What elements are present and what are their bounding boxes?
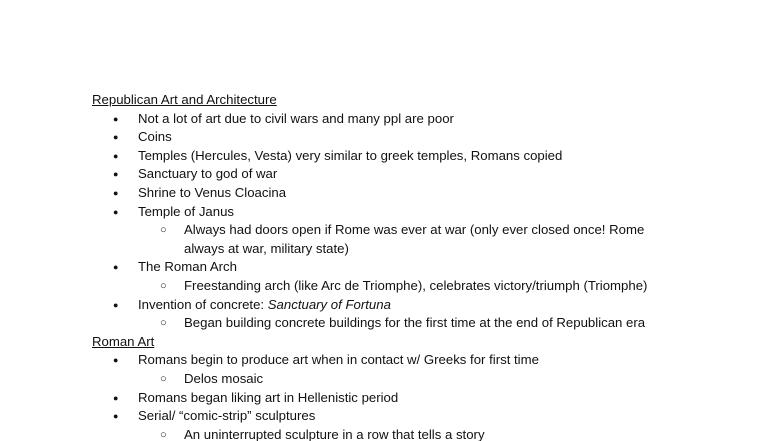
bullet-filled-icon: ● bbox=[113, 355, 119, 366]
list-item bbox=[92, 128, 772, 147]
bullet-filled-icon: ● bbox=[113, 411, 119, 422]
list-item-text: Shrine to Venus Cloacina bbox=[138, 184, 287, 200]
list-item bbox=[92, 407, 772, 426]
list-item-text: Invention of concrete: bbox=[138, 296, 268, 312]
bullet-hollow-icon: ○ bbox=[160, 428, 167, 441]
bullet-filled-icon: ● bbox=[113, 392, 119, 403]
list-item-text: Temple of Janus bbox=[138, 203, 235, 219]
bullet-filled-icon: ● bbox=[113, 132, 119, 143]
sub-list-item-text: Delos mosaic bbox=[184, 370, 264, 386]
sub-list-item bbox=[92, 426, 772, 441]
list-item-text: Coins bbox=[138, 129, 172, 145]
bullet-filled-icon: ● bbox=[113, 113, 119, 124]
bullet-filled-icon: ● bbox=[113, 262, 119, 273]
section-roman-art bbox=[92, 333, 772, 441]
bullet-hollow-icon: ○ bbox=[160, 317, 167, 330]
list-item bbox=[92, 147, 772, 166]
list-item bbox=[92, 258, 772, 277]
list-item bbox=[92, 165, 772, 184]
sub-list-item-text: Freestanding arch (like Arc de Triomphe), celebrates victory/triumph (Triomphe) bbox=[184, 277, 648, 293]
list-item-text: Temples (Hercules, Vesta) very similar to greek temples, Romans copied bbox=[138, 147, 563, 163]
list-item bbox=[92, 389, 772, 408]
list-item-text: The Roman Arch bbox=[138, 259, 237, 275]
list-item bbox=[92, 351, 772, 370]
sub-list-item-text: Always had doors open if Rome was ever at war (only ever closed once! Rome always at war, military state) bbox=[184, 222, 645, 256]
list-item-text: Romans began liking art in Hellenistic period bbox=[138, 389, 399, 405]
list-item bbox=[92, 203, 772, 222]
list-item-text: Sanctuary to god of war bbox=[138, 166, 278, 182]
section-heading: Roman Art bbox=[92, 333, 155, 349]
bullet-hollow-icon: ○ bbox=[160, 224, 167, 237]
bullet-filled-icon: ● bbox=[113, 169, 119, 180]
section-republican-art bbox=[92, 91, 772, 333]
list-item bbox=[92, 296, 772, 315]
list-item-italic-text: Sanctuary of Fortuna bbox=[267, 296, 391, 312]
sub-list-item-text: An uninterrupted sculpture in a row that tells a story bbox=[184, 426, 485, 441]
sub-list-item bbox=[92, 370, 772, 389]
bullet-filled-icon: ● bbox=[113, 187, 119, 198]
sub-list-item-text: Began building concrete buildings for the first time at the end of Republican era bbox=[184, 315, 646, 331]
list-item-text: Romans begin to produce art when in contact w/ Greeks for first time bbox=[138, 352, 539, 368]
sub-list-item bbox=[92, 314, 772, 333]
bullet-filled-icon: ● bbox=[113, 299, 119, 310]
bullet-hollow-icon: ○ bbox=[160, 279, 167, 292]
list-item-text: Serial/ “comic-strip” sculptures bbox=[138, 408, 316, 424]
section-heading: Republican Art and Architecture bbox=[92, 92, 277, 107]
bullet-filled-icon: ● bbox=[113, 206, 119, 217]
list-item bbox=[92, 110, 772, 129]
document-content bbox=[92, 91, 772, 441]
bullet-filled-icon: ● bbox=[113, 150, 119, 161]
list-item-text: Not a lot of art due to civil wars and many ppl are poor bbox=[138, 110, 454, 126]
list-item bbox=[92, 184, 772, 203]
sub-list-item bbox=[92, 221, 684, 258]
bullet-hollow-icon: ○ bbox=[160, 372, 167, 385]
sub-list-item bbox=[92, 277, 772, 296]
